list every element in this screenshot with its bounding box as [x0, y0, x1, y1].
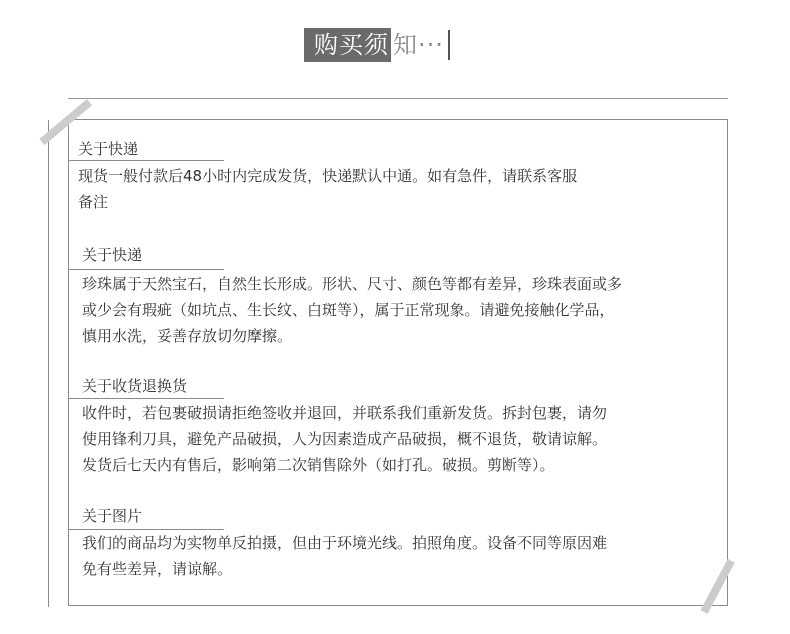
section-body: 现货一般付款后48小时内完成发货，快递默认中通。如有急件，请联系客服 备注: [78, 167, 578, 211]
section-pearl-care: [82, 245, 722, 349]
section-heading-text: 关于图片: [82, 507, 143, 525]
section-heading: [78, 139, 138, 159]
heading-underline: [68, 398, 224, 399]
top-divider: [68, 98, 728, 99]
title-highlighted-text: 购买须: [304, 28, 391, 62]
frame-left-line: [48, 120, 49, 607]
page-title: [304, 28, 450, 62]
heading-underline: [68, 160, 224, 161]
heading-underline: [68, 269, 224, 270]
section-heading: [82, 506, 142, 526]
section-photos: [82, 506, 722, 582]
section-heading-text: 关于收货退换货: [82, 377, 188, 395]
text-cursor: [448, 30, 450, 60]
section-returns: [82, 376, 722, 478]
section-heading: [82, 245, 142, 265]
title-remaining-text: 知···: [393, 31, 444, 59]
heading-underline: [68, 529, 224, 530]
section-body: 收件时，若包裹破损请拒绝签收并退回，并联系我们重新发货。拆封包裹，请勿 使用锋利刀具，避免产品破损，人为因素造成产品破损，概不退货，敬请谅解。 发货后七天内有售后，影响第二次销售除外（如打孔。破损。剪断等）。: [82, 404, 608, 474]
section-body: 珍珠属于天然宝石，自然生长形成。形状、尺寸、颜色等都有差异，珍珠表面或多 或少会有瑕疵（如坑点、生长纹、白斑等），属于正常现象。请避免接触化学品， 慎用水洗，妥善存放切勿摩擦。: [82, 275, 623, 345]
section-shipping: [78, 139, 718, 215]
section-heading: [82, 376, 187, 396]
section-heading-text: 关于快递: [78, 140, 139, 158]
section-heading-text: 关于快递: [82, 246, 143, 264]
section-body: 我们的商品均为实物单反拍摄，但由于环境光线。拍照角度。设备不同等原因难 免有些差异，请谅解。: [82, 534, 608, 578]
